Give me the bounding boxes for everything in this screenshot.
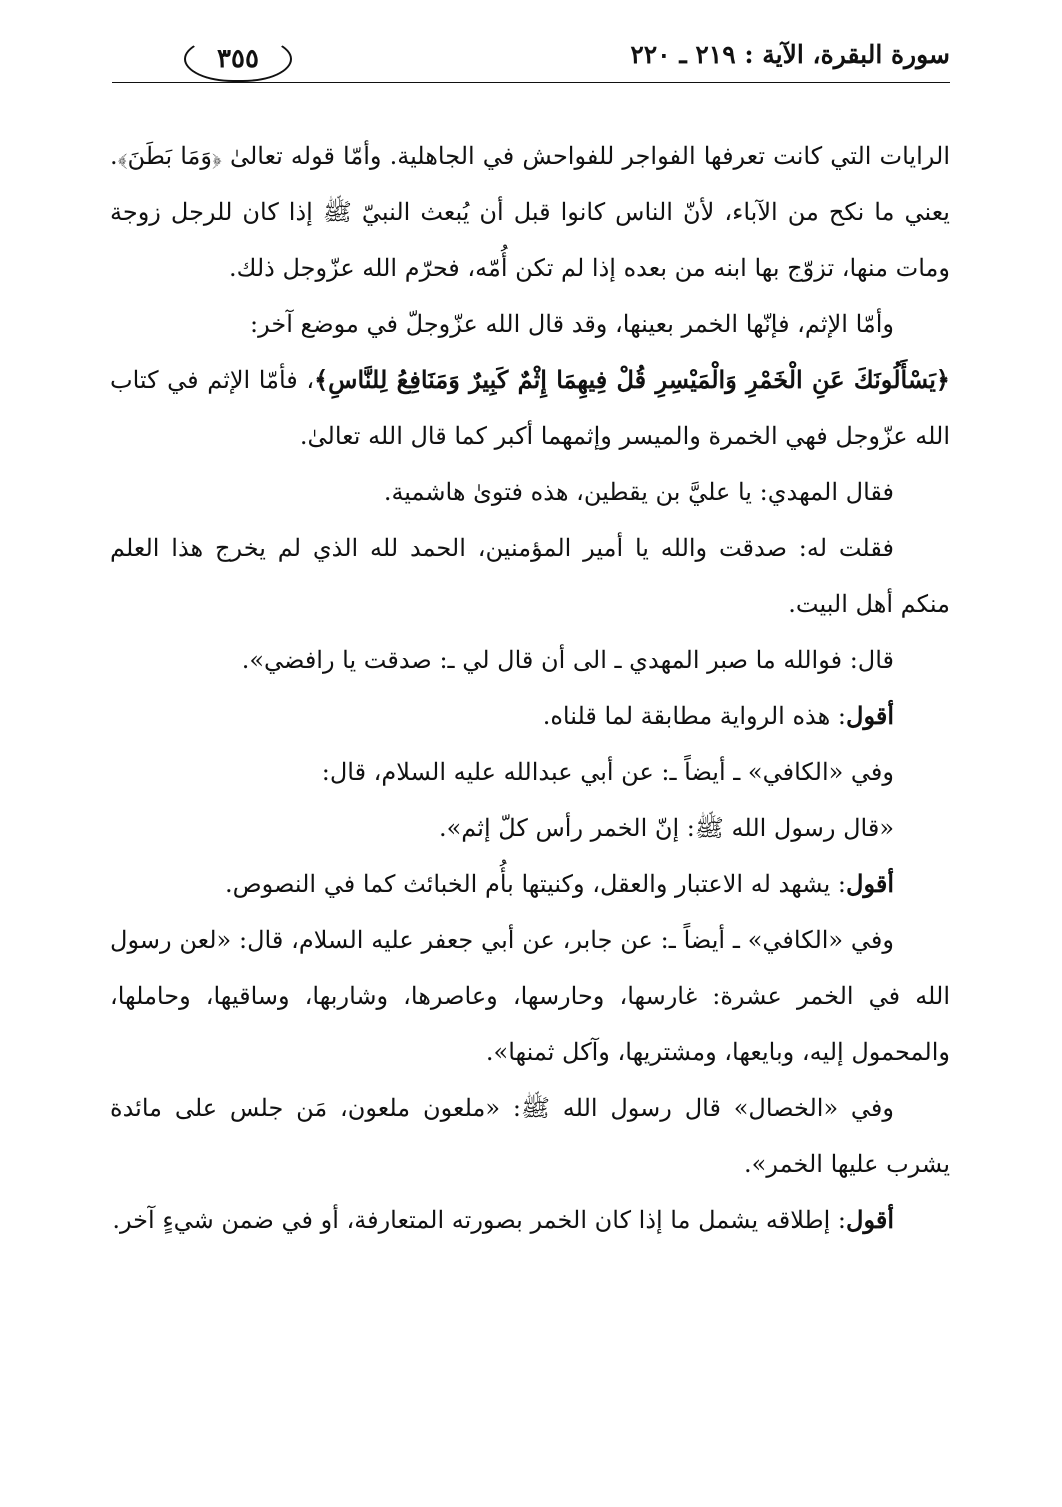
paragraph-4: فقال المهدي: يا عليَّ بن يقطين، هذه فتوىٰ هاشمية. [383, 478, 894, 506]
aqul-label: أقول [846, 869, 894, 898]
quran-quote: ﴿يَسْأَلُونَكَ عَنِ الْخَمْرِ وَالْمَيْسِرِ قُلْ فِيهِمَا إِثْمٌ كَبِيرٌ وَمَنَافِعُ لِلنَّاسِ﴾ [314, 365, 950, 394]
paragraph-13 [110, 1192, 950, 1248]
header-divider [112, 82, 950, 83]
running-title: سورة البقرة، الآية : ٢١٩ ـ ٢٢٠ [630, 40, 950, 69]
paragraph-13-text: : إطلاقه يشمل ما إذا كان الخمر بصورته المتعارفة، أو في ضمن شيءٍ آخر. [112, 1206, 847, 1234]
page-header [112, 34, 950, 92]
paragraph-1: الرايات التي كانت تعرفها الفواجر للفواحش في الجاهلية. وأمّا قوله تعالىٰ ﴿وَمَا بَطَنَ﴾. يعني ما نكح من الآباء، لأنّ الناس كانوا قبل أن يُبعث النبيّ ﷺ إذا كان للرجل زوجة ومات منها، تزوّج بها ابنه من بعده إذا لم تكن أُمّه، فحرّم الله عزّوجل ذلك. [110, 142, 950, 282]
paragraph-9: «قال رسول الله ﷺ: إنّ الخمر رأس كلّ إثم». [438, 814, 894, 842]
paragraph-8: وفي «الكافي» ـ أيضاً ـ: عن أبي عبدالله عليه السلام، قال: [321, 758, 894, 786]
paragraph-3 [110, 352, 950, 464]
aqul-label: أقول [846, 701, 894, 730]
paragraph-10-text: : يشهد له الاعتبار والعقل، وكنيتها بأُم الخبائث كما في النصوص. [225, 870, 847, 898]
page-body [110, 128, 950, 1248]
paragraph-7-text: : هذه الرواية مطابقة لما قلناه. [542, 702, 847, 730]
paragraph-10 [110, 856, 950, 912]
aqul-label: أقول [846, 1205, 894, 1234]
paragraph-7 [110, 688, 950, 744]
page-number-badge: ٣٥٥ [184, 36, 292, 82]
paragraph-6: قال: فوالله ما صبر المهدي ـ الى أن قال لي ـ: صدقت يا رافضي». [241, 646, 894, 674]
paragraph-11: وفي «الكافي» ـ أيضاً ـ: عن جابر، عن أبي جعفر عليه السلام، قال: «لعن رسول الله في الخمر عشرة: غارسها، وحارسها، وعاصرها، وشاربها، وساقيها، وحاملها، والمحمول إليه، وبايعها، ومشتريها، وآكل ثمنها». [110, 926, 950, 1066]
paragraph-12: وفي «الخصال» قال رسول الله ﷺ: «ملعون ملعون، مَن جلس على مائدة يشرب عليها الخمر». [110, 1094, 950, 1178]
paragraph-3-text: ، فأمّا الإثم في كتاب الله عزّوجل فهي الخمرة والميسر وإثمهما أكبر كما قال الله تعالىٰ. [110, 366, 950, 450]
paragraph-5: فقلت له: صدقت والله يا أمير المؤمنين، الحمد لله الذي لم يخرج هذا العلم منكم أهل البيت. [110, 534, 950, 618]
paragraph-2: وأمّا الإثم، فإنّها الخمر بعينها، وقد قال الله عزّوجلّ في موضع آخر: [250, 310, 894, 338]
